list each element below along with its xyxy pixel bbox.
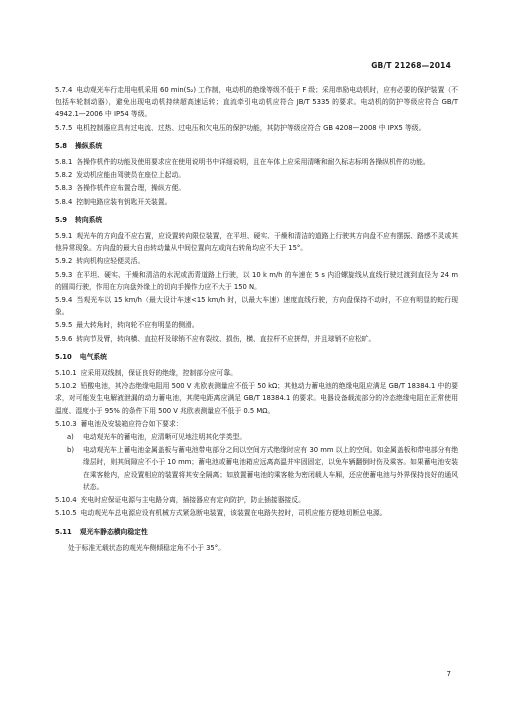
- clause-paragraph: [55, 196, 458, 208]
- clause-paragraph: [55, 367, 458, 379]
- clause-number: 5.9.4: [55, 296, 73, 305]
- clause-text: 蓄电池及安装箱应符合如下要求：: [80, 419, 183, 428]
- clause-text: 电动观光车行走用电机采用 60 min(S₂) 工作制，电动机的绝缘等级不低于 F 级；采用串励电动机时，应有必要的保护装置（不包括车轮制动器），避免出现电动机持续超高速运转；直流牵引电动机应符合 JB/T 5335 的要求。电动机的防护等级应符合 GB/T 4942.1—2006 中 IP54 等级。: [55, 86, 458, 119]
- clause-number: 5.9.1: [55, 232, 73, 241]
- clause-paragraph: [55, 84, 458, 121]
- clause-text: 在平坦、硬实、干燥和清洁的水泥或沥青道路上行驶，以 10 k m/h 的车速在 5 s 内沿螺旋线从直线行驶过渡到直径为 24 m 的圆周行驶，作用在方向盘外缘上的切向手操作力应不大于 150 N。: [55, 270, 458, 291]
- clause-paragraph: [55, 319, 458, 331]
- section-heading: [55, 526, 458, 538]
- section-title: 电气系统: [79, 352, 107, 361]
- clause-paragraph: [55, 182, 458, 194]
- list-item: [55, 431, 458, 443]
- clause-text: 最大转角时，转向轮不应有明显的侧滑。: [76, 321, 199, 330]
- page-number: 7: [446, 670, 451, 678]
- section-number: 5.9: [55, 215, 68, 224]
- clause-text: 发动机应能由驾驶员在座位上起动。: [76, 171, 186, 180]
- section-number: 5.10: [55, 352, 72, 361]
- clause-paragraph: [55, 507, 458, 519]
- clause-number: 5.8.4: [55, 197, 73, 206]
- clause-paragraph: [55, 294, 458, 318]
- section-number: 5.11: [55, 527, 72, 536]
- section-heading: [55, 351, 458, 363]
- clause-number: 5.10.2: [55, 382, 77, 391]
- clause-number: 5.8.3: [55, 184, 73, 193]
- clause-paragraph: [55, 156, 458, 168]
- clause-number: 5.10.5: [55, 509, 77, 518]
- clause-text: 转向机构应轻便灵活。: [76, 257, 145, 266]
- clause-text: 当观光车以 15 km/h（最大设计车速<15 km/h 时，以最大车速）速度直线行驶，方向盘保持不动时，不应有明显的蛇行现象。: [55, 296, 458, 317]
- clause-number: 5.7.4: [55, 86, 73, 94]
- clause-text: 电机控制器应具有过电流、过热、过电压和欠电压的保护功能，其防护等级应符合 GB 4208—2008 中 IPX5 等级。: [76, 123, 426, 132]
- section-heading: [55, 140, 458, 152]
- clause-text: 电动观光车总电源应设有机械方式紧急断电装置，该装置在电路失控时，司机应能方便地切断总电源。: [80, 509, 387, 518]
- clause-text: 各操作机件的功能及使用要求应在使用说明书中详细说明，且在车体上应采用清晰和耐久标志标明各操纵机件的功能。: [76, 158, 430, 167]
- list-item: [55, 444, 458, 493]
- clause-paragraph: [55, 269, 458, 293]
- clause-paragraph: [55, 542, 458, 554]
- section-number: 5.8: [55, 141, 68, 150]
- clause-text: 处于标准无载状态的观光车侧倾稳定角不小于 35°。: [68, 543, 225, 552]
- clause-number: 5.10.1: [55, 369, 77, 378]
- clause-text: 应采用双线制，保证良好的绝缘，控制部分应可靠。: [80, 369, 237, 378]
- clause-text: 各操作机件应布置合理，操纵方便。: [76, 184, 186, 193]
- clause-paragraph: [55, 122, 458, 134]
- clause-number: 5.7.5: [55, 123, 73, 132]
- document-body: [55, 84, 458, 555]
- clause-number: 5.9.3: [55, 270, 73, 279]
- clause-paragraph: [55, 418, 458, 430]
- list-item-marker: b): [67, 446, 74, 455]
- clause-number: 5.9.2: [55, 257, 73, 266]
- clause-number: 5.8.1: [55, 158, 73, 167]
- clause-number: 5.10.3: [55, 419, 77, 428]
- clause-paragraph: [55, 333, 458, 345]
- clause-number: 5.9.5: [55, 321, 73, 330]
- clause-paragraph: [55, 380, 458, 417]
- list-item-text: 电动观光车上蓄电池金属盖板与蓄电池带电部分之间以空间方式绝缘时应有 30 mm 以上的空间。如金属盖板和带电部分有绝缘层时，则其间隙应不小于 10 mm；蓄电池或蓄电池箱应远离高温并牢固固定，以免车辆翻倒时伤及乘客。如果蓄电池安装在乘客舱内，应设置相应的装置将其安全隔离；如放置蓄电池的乘客舱为密闭载人车厢，还应使蓄电池与外界保持良好的通风状态。: [83, 446, 459, 491]
- section-title: 转向系统: [75, 215, 103, 224]
- clause-number: 5.10.4: [55, 496, 77, 505]
- standard-number: GB/T 21268—2014: [371, 61, 451, 70]
- clause-paragraph: [55, 169, 458, 181]
- clause-text: 铅酸电池，其冷态绝缘电阻用 500 V 兆欧表测量应不低于 50 kΩ；其他动力蓄电池的绝缘电阻应满足 GB/T 18384.1 中的要求，对可能发生电解液泄漏的动力蓄电池，其爬电距离应满足 GB/T 18384.1 的要求。电器设备载流部分的冷态绝缘电阻在正常使用温度、湿度小于 95% 的条件下用 500 V 兆欧表测量应不低于 0.5 MΩ。: [55, 382, 458, 415]
- clause-paragraph: [55, 230, 458, 254]
- list-item-marker: a): [67, 433, 74, 442]
- list-item-text: 电动观光车的蓄电池，应清晰可见地注明其化学类型。: [83, 433, 247, 442]
- section-title: 观光车静态横向稳定性: [79, 527, 148, 536]
- section-title: 操纵系统: [75, 141, 103, 150]
- clause-text: 控制电路应装有钥匙开关装置。: [76, 197, 172, 206]
- clause-text: 充电时应保证电源与主电路分离，插接器应有定向防护，防止插接器接反。: [80, 496, 305, 505]
- clause-paragraph: [55, 494, 458, 506]
- clause-paragraph: [55, 255, 458, 267]
- clause-text: 转向节及臂，转向横、直拉杆及球销不应有裂纹、损伤，横、直拉杆不应拼焊，并且球销不应松旷。: [76, 334, 376, 343]
- clause-text: 观光车的方向盘不应右置，应设置转向限位装置，在平坦、硬实、干燥和清洁的道路上行驶其方向盘不应有摆振、路感不灵或其他异常现象。方向盘的最大自由转动量从中间位置向左或向右转角均应不大于 15°。: [55, 232, 458, 253]
- clause-number: 5.9.6: [55, 334, 73, 343]
- clause-number: 5.8.2: [55, 171, 73, 180]
- section-heading: [55, 214, 458, 226]
